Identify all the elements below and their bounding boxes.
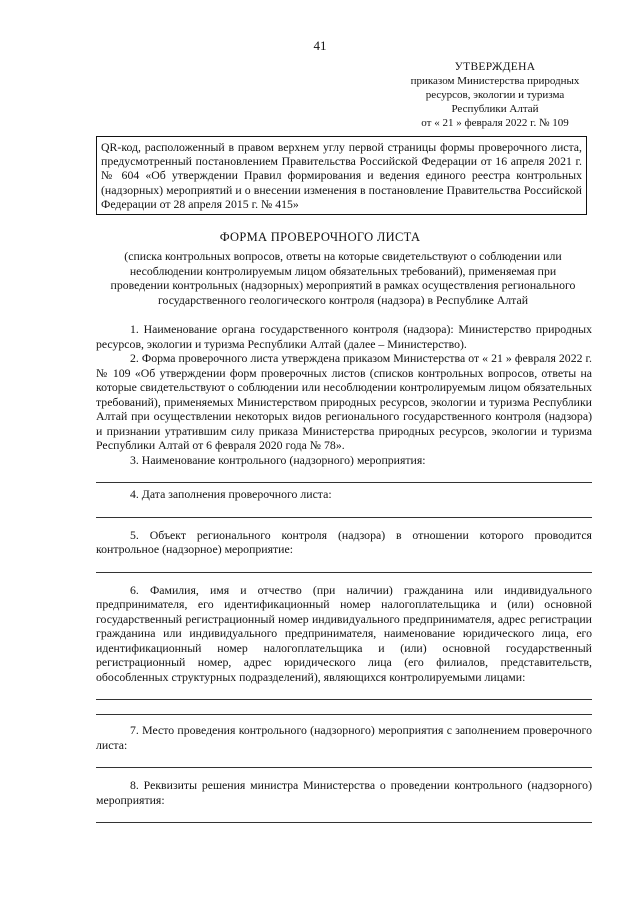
item-6-controlled-person: 6. Фамилия, имя и отчество (при наличии) гражданина или индивидуального предпринимателя, его идентификационный номер налогоплательщика и (или) основной государственный регистрационный номер индивидуального предпринимателя, адрес регистрации гражданина или индивидуального предпринимателя, наименование юридического лица, его идентификационный номер налогоплательщика и (или) основной государственный регистрационный номер, адрес юридического лица (его филиалов, представительств, обособленных структурных подразделений), являющихся контролируемыми лицами: [96, 582, 592, 684]
item-5-control-object: 5. Объект регионального контроля (надзора) в отношении которого проводится контрольное (надзорное) мероприятие: [96, 527, 592, 556]
fill-line-item-8[interactable] [96, 807, 592, 823]
approval-heading: УТВЕРЖДЕНА [454, 61, 536, 73]
form-title: ФОРМА ПРОВЕРОЧНОГО ЛИСТА [219, 230, 421, 244]
approval-line: приказом Министерства природных [410, 75, 580, 87]
item-2-approval: 2. Форма проверочного листа утверждена приказом Министерства от « 21 » февраля 2022 г. № 109 «Об утверждении форм проверочных листов (списков контрольных вопросов, ответы на которые свидетельствуют о соблюдении или несоблюдении контролируемым лицом обязательных требований), применяемых Министерством природных ресурсов, экологии и туризма Республики Алтай при осуществлении некоторых видов регионального государственного контроля (надзора) и признании утратившим силу приказа Министерства природных ресурсов, экологии и туризма Республики Алтай от 6 февраля 2020 года № 78». [96, 351, 592, 452]
form-subtitle: (списка контрольных вопросов, ответы на которые свидетельствуют о соблюдении или несоблюдении контролируемым лицом обязательных требований), применяемая при проведении контрольных (надзорных) мероприятий в рамках осуществления регионального государственного геологического контроля (надзора) в Республике Алтай [110, 249, 576, 307]
approval-stamp [400, 60, 590, 130]
fill-line-item-7[interactable] [96, 752, 592, 768]
fill-line-item-3[interactable] [96, 467, 592, 483]
approval-line: ресурсов, экологии и туризма [425, 89, 565, 101]
item-7-location: 7. Место проведения контрольного (надзорного) мероприятия с заполнением проверочного листа: [96, 723, 592, 752]
item-4-fill-date: 4. Дата заполнения проверочного листа: [130, 487, 332, 501]
approval-line: Республики Алтай [451, 103, 539, 115]
qr-code-note-box: QR-код, расположенный в правом верхнем углу первой страницы формы проверочного листа, предусмотренный постановлением Правительства Российской Федерации от 16 апреля 2021 г. № 604 «Об утверждении Правил формирования и ведения единого реестра контрольных (надзорных) мероприятий и о внесении изменения в постановление Правительства Российской Федерации от 28 апреля 2015 г. № 415» [96, 136, 587, 215]
item-8-decision-details: 8. Реквизиты решения министра Министерства о проведении контрольного (надзорного) мероприятия: [96, 778, 592, 807]
item-1-authority: 1. Наименование органа государственного контроля (надзора): Министерство природных ресурсов, экологии и туризма Республики Алтай (далее – Министерство). [96, 322, 592, 351]
form-body [96, 322, 592, 827]
page-number: 41 [313, 38, 327, 53]
fill-line-item-4[interactable] [96, 502, 592, 518]
fill-line-item-6b[interactable] [96, 704, 592, 715]
fill-line-item-6a[interactable] [96, 684, 592, 700]
approval-date-line: от « 21 » февраля 2022 г. № 109 [421, 117, 569, 129]
item-3-event-name: 3. Наименование контрольного (надзорного) мероприятия: [130, 452, 426, 467]
fill-line-item-5[interactable] [96, 557, 592, 573]
